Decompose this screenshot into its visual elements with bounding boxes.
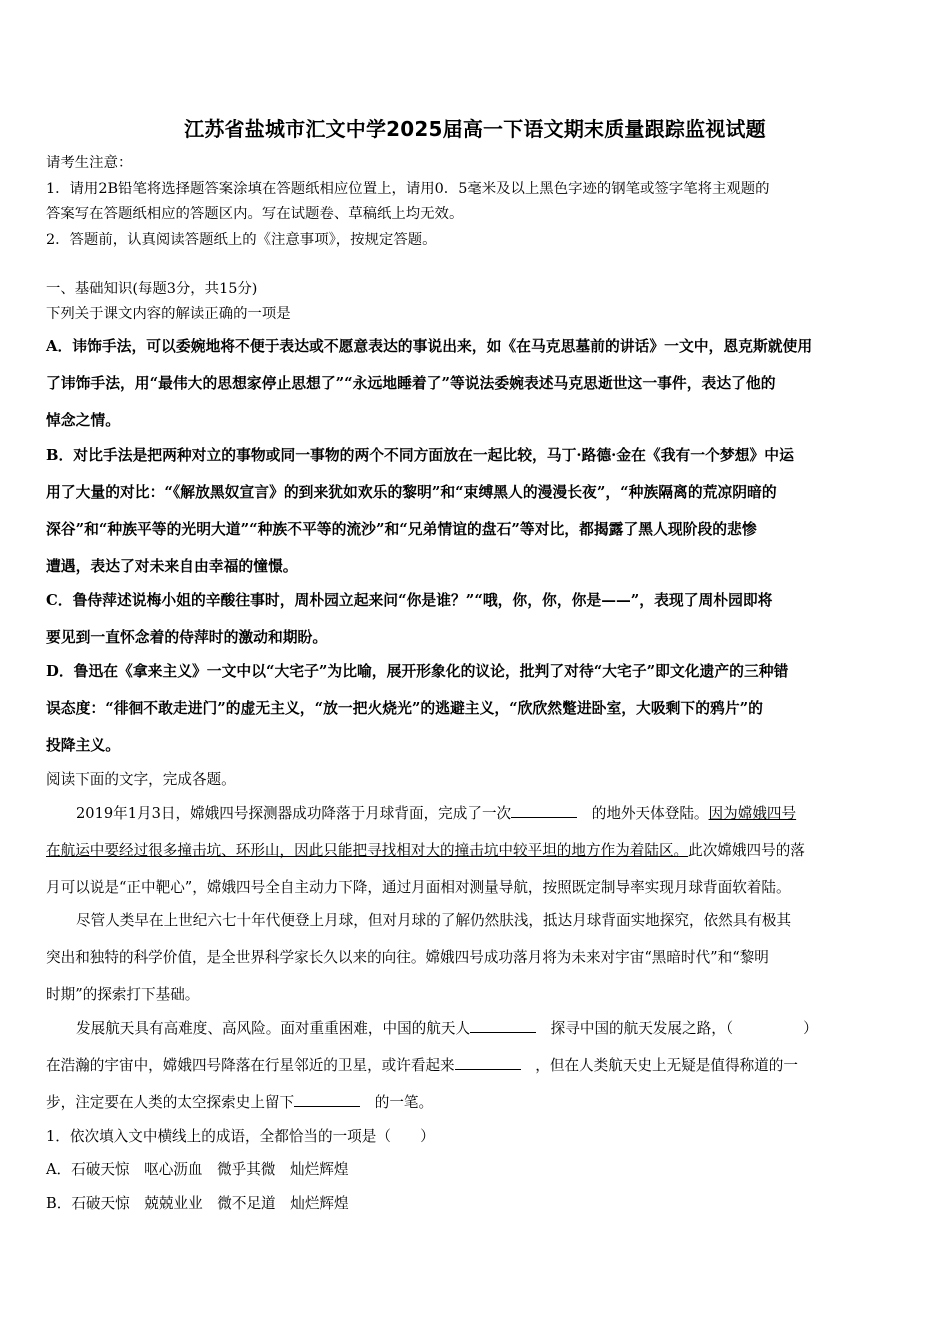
section-heading: 一、基础知识(每题3分，共15分) <box>46 281 258 297</box>
notice-item-1-line-1: 1．请用2B铅笔将选择题答案涂填在答题纸相应位置上，请用0．5毫米及以上黑色字迹的钢笔或签字笔将主观题的 <box>46 181 770 197</box>
blank-1[interactable] <box>511 805 577 818</box>
passage-p1-line-1: 2019年1月3日，嫦娥四号探测器成功降落于月球背面，完成了一次 的地外天体登陆。因为嫦娥四号 <box>76 805 797 822</box>
passage-p3-line-2: 在浩瀚的宇宙中，嫦娥四号降落在行星邻近的卫星，或许看起来 ，但在人类航天史上无疑是值得称道的一 <box>46 1057 798 1074</box>
option-d-line-1: D．鲁迅在《拿来主义》一文中以“大宅子”为比喻，展开形象化的议论，批判了对待“大宅子”即文化遗产的三种错 <box>46 663 789 680</box>
blank-2[interactable] <box>470 1020 536 1033</box>
reading-intro: 阅读下面的文字，完成各题。 <box>46 771 236 788</box>
option-b-line-2: 用了大量的对比：“《解放黑奴宣言》的到来犹如欢乐的黎明”和“束缚黑人的漫漫长夜”，“种族隔离的荒凉阴暗的 <box>46 484 777 501</box>
option-a-line-1: A．讳饰手法，可以委婉地将不便于表达或不愿意表达的事说出来，如《在马克思墓前的讲话》一文中，恩克斯就使用 <box>46 338 813 355</box>
option-b-line-1: B．对比手法是把两种对立的事物或同一事物的两个不同方面放在一起比较，马丁·路德·金在《我有一个梦想》中运 <box>46 447 794 464</box>
option-a-line-3: 悼念之情。 <box>46 412 120 429</box>
option-c-line-1: C．鲁侍萍述说梅小姐的辛酸往事时，周朴园立起来问“你是谁？”“哦，你，你，你是——”，表现了周朴园即将 <box>46 592 773 609</box>
option-a-line-2: 了讳饰手法，用“最伟大的思想家停止思想了”“永远地睡着了”等说法委婉表述马克思逝世这一事件，表达了他的 <box>46 375 776 392</box>
question-1-stem: 1．依次填入文中横线上的成语，全都恰当的一项是（ ） <box>46 1128 435 1145</box>
question-stem: 下列关于课文内容的解读正确的一项是 <box>46 306 291 322</box>
passage-p3-line-3: 步，注定要在人类的太空探索史上留下 的一笔。 <box>46 1094 434 1111</box>
passage-p2-line-1: 尽管人类早在上世纪六七十年代便登上月球，但对月球的了解仍然肤浅，抵达月球背面实地探究，依然具有极其 <box>76 912 792 929</box>
option-d-line-2: 误态度：“徘徊不敢走进门”的虚无主义，“放一把火烧光”的逃避主义，“欣欣然蹩进卧室，大吸剩下的鸦片”的 <box>46 700 763 717</box>
passage-p3-line-1: 发展航天具有高难度、高风险。面对重重困难，中国的航天人 探寻中国的航天发展之路，（ ） <box>76 1020 818 1037</box>
option-c-line-2: 要见到一直怀念着的侍萍时的激动和期盼。 <box>46 629 328 646</box>
option-b-line-3: 深谷”和“种族平等的光明大道”“种族不平等的流沙”和“兄弟情谊的盘石”等对比，都揭露了黑人现阶段的悲惨 <box>46 521 757 538</box>
question-1-option-a: A．石破天惊 呕心沥血 微乎其微 灿烂辉煌 <box>46 1161 349 1178</box>
passage-p1-line-3: 月可以说是“正中靶心”，嫦娥四号全自主动力下降，通过月面相对测量导航，按照既定制导率实现月球背面软着陆。 <box>46 879 791 896</box>
page-title: 江苏省盐城市汇文中学2025届高一下语文期末质量跟踪监视试题 <box>184 117 766 141</box>
question-1-option-b: B．石破天惊 兢兢业业 微不足道 灿烂辉煌 <box>46 1195 349 1212</box>
blank-4[interactable] <box>294 1094 360 1107</box>
option-d-line-3: 投降主义。 <box>46 737 120 754</box>
passage-p1-line-2: 在航运中要经过很多撞击坑、环形山，因此只能把寻找相对大的撞击坑中较平坦的地方作为着陆区。此次嫦娥四号的落 <box>46 842 805 859</box>
notice-item-2: 2．答题前，认真阅读答题纸上的《注意事项》，按规定答题。 <box>46 232 437 248</box>
option-b-line-4: 遭遇，表达了对未来自由幸福的憧憬。 <box>46 558 298 575</box>
passage-p2-line-3: 时期”的探索打下基础。 <box>46 986 200 1003</box>
notice-item-1-line-2: 答案写在答题纸相应的答题区内。写在试题卷、草稿纸上均无效。 <box>46 206 464 222</box>
notice-heading: 请考生注意： <box>46 155 133 171</box>
blank-3[interactable] <box>455 1057 521 1070</box>
passage-p2-line-2: 突出和独特的科学价值，是全世界科学家长久以来的向往。嫦娥四号成功落月将为未来对宇宙“黑暗时代”和“黎明 <box>46 949 769 966</box>
